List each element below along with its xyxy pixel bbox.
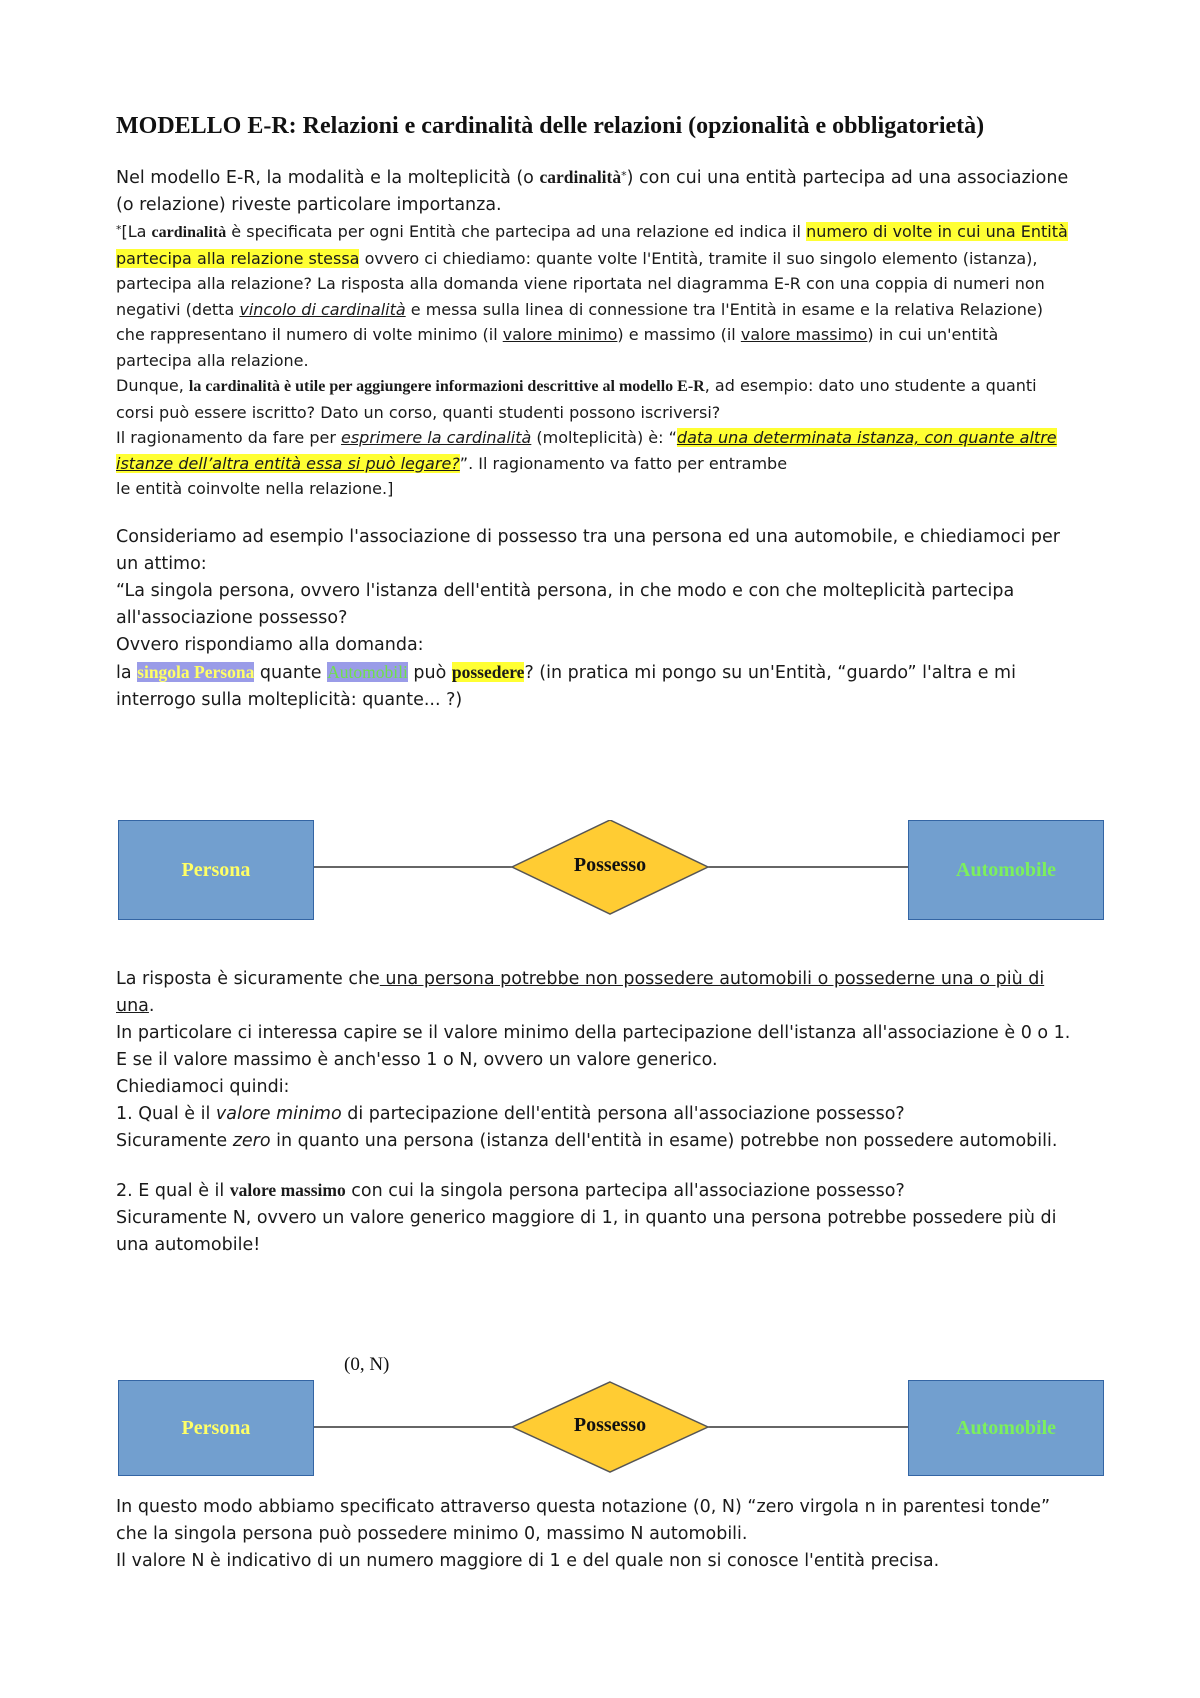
note-star: * <box>116 223 122 236</box>
note-paragraph-2 <box>116 373 1076 425</box>
note-text: ) e massimo (il <box>617 325 741 344</box>
answer-text: Sicuramente N, ovvero un valore generico maggiore di 1, in quanto una persona potrebbe possedere più di una automobile! <box>116 1208 1057 1255</box>
highlight-automobili: Automobili <box>327 661 408 682</box>
note-text: [La <box>121 222 152 241</box>
note-text: , ad esempio: dato uno studente a quanti corsi può essere iscritto? Dato un corso, quanti studenti possono iscriversi? <box>116 376 1037 422</box>
example-text: può <box>407 662 452 683</box>
answer-text: di partecipazione dell'entità persona all'associazione possesso? <box>341 1104 905 1124</box>
relationship-label: Possesso <box>573 854 647 876</box>
answer-text: in quanto una persona (istanza dell'entità in esame) potrebbe non possedere automobili. <box>270 1131 1058 1151</box>
note-text: le entità coinvolte nella relazione.] <box>116 479 394 498</box>
note-text: e messa sulla linea di connessione tra l'Entità in esame e la relativa Relazione) che rappresentano il numero di volte minimo (il <box>116 299 1043 344</box>
note-highlight: numero di volte in cui una Entità partecipa alla relazione stessa <box>116 222 1068 268</box>
entity-automobile: Automobile <box>908 820 1104 920</box>
page-title: MODELLO E-R: Relazioni e cardinalità delle relazioni (opzionalità e obbligatorietà) <box>116 113 985 139</box>
answer-text: In particolare ci interessa capire se il valore minimo della partecipazione dell'istanza all'associazione è 0 o 1. <box>116 1023 1071 1043</box>
note-highlight-question: data una determinata istanza, con quante altre istanze dell’altra entità essa si può legare? <box>116 428 1057 473</box>
example-paragraph <box>116 524 1076 714</box>
answer-text: con cui la singola persona partecipa all'associazione possesso? <box>345 1181 905 1201</box>
note-paragraph-1 <box>116 219 1076 373</box>
example-text: ? (in pratica mi pongo su un'Entità, “guardo” l'altra e mi interrogo sulla molteplicità: quante... ?) <box>116 662 1016 710</box>
relationship-label: Possesso <box>573 1414 647 1436</box>
entity-persona: Persona <box>118 1380 314 1476</box>
note-text: ovvero ci chiediamo: quante volte l'Entità, tramite il suo singolo elemento (istanza), partecipa alla relazione? La risposta alla domanda viene riportata nel diagramma E-R con una coppia di numeri non negativi (detta <box>116 248 1045 319</box>
note-text: Il ragionamento da fare per <box>116 428 341 447</box>
answer-text: E se il valore massimo è anch'esso 1 o N, ovvero un valore generico. <box>116 1050 718 1070</box>
answer-text: 2. E qual è il <box>116 1181 230 1201</box>
highlight-possedere: possedere <box>451 661 525 682</box>
example-text: quante <box>254 662 328 683</box>
note-underline: valore minimo <box>502 325 618 344</box>
example-text: Ovvero rispondiamo alla domanda: <box>116 634 424 655</box>
intro-text: Nel modello E-R, la modalità e la molteplicità (o <box>116 168 540 188</box>
answer-paragraph-2 <box>116 1177 1076 1259</box>
intro-paragraph <box>116 164 1076 219</box>
example-text: “La singola persona, ovvero l'istanza dell'entità persona, in che modo e con che molteplicità partecipa all'associazione possesso? <box>116 580 1015 628</box>
answer-bold: valore massimo <box>229 1180 346 1200</box>
conclusion-text: In questo modo abbiamo specificato attraverso questa notazione (0, N) “zero virgola n in parentesi tonde” che la singola persona può possedere minimo 0, massimo N automobili. <box>116 1497 1051 1544</box>
note-text: è specificata per ogni Entità che partecipa ad una relazione ed indica il <box>226 222 807 241</box>
answer-text: La risposta è sicuramente che <box>116 969 380 989</box>
note-text: ”. Il ragionamento va fatto per entrambe <box>459 453 788 473</box>
answer-text: 1. Qual è il <box>116 1104 216 1124</box>
conclusion-paragraph <box>116 1494 1076 1575</box>
highlight-singola-persona: singola Persona <box>137 661 255 682</box>
footnote-marker: * <box>621 169 627 182</box>
answer-text: Chiediamoci quindi: <box>116 1077 290 1097</box>
note-text: (molteplicità) è: “ <box>531 428 677 447</box>
note-bold-statement: la cardinalità è utile per aggiungere informazioni descrittive al modello E-R <box>188 378 705 395</box>
note-underline: valore massimo <box>740 325 868 344</box>
note-text: ) in cui un'entità partecipa alla relazione. <box>116 325 999 370</box>
example-text: la <box>116 662 138 683</box>
entity-automobile: Automobile <box>908 1380 1104 1476</box>
answer-text: Sicuramente <box>116 1131 233 1151</box>
conclusion-text: Il valore N è indicativo di un numero maggiore di 1 e del quale non si conosce l'entità precisa. <box>116 1551 940 1571</box>
er-diagram-1 <box>0 820 1200 950</box>
note-bold-term: cardinalità <box>151 224 227 241</box>
answer-italic: valore minimo <box>215 1104 342 1124</box>
cardinality-label: (0, N) <box>344 1354 390 1375</box>
note-underline-italic: vincolo di cardinalità <box>239 299 406 319</box>
document-page <box>116 108 1076 714</box>
answer-underline: una persona potrebbe non possedere automobili o possederne una o più di una <box>116 969 1045 1016</box>
er-diagram-2 <box>0 1354 1200 1496</box>
answer-text: . <box>148 996 155 1016</box>
answer-paragraph <box>116 966 1076 1155</box>
answer-section <box>116 966 1076 1259</box>
note-paragraph-3 <box>116 425 1076 502</box>
entity-persona: Persona <box>118 820 314 920</box>
example-text: Consideriamo ad esempio l'associazione di possesso tra una persona ed una automobile, e chiediamoci per un attimo: <box>116 526 1060 574</box>
conclusion-section <box>116 1494 1076 1575</box>
note-underline-italic: esprimere la cardinalità <box>341 428 532 447</box>
intro-text-end: ) con cui una entità partecipa ad una associazione (o relazione) riveste particolare importanza. <box>116 168 1069 215</box>
note-text: Dunque, <box>116 376 189 395</box>
intro-bold-term: cardinalità <box>539 167 622 187</box>
answer-italic: zero <box>232 1131 271 1151</box>
